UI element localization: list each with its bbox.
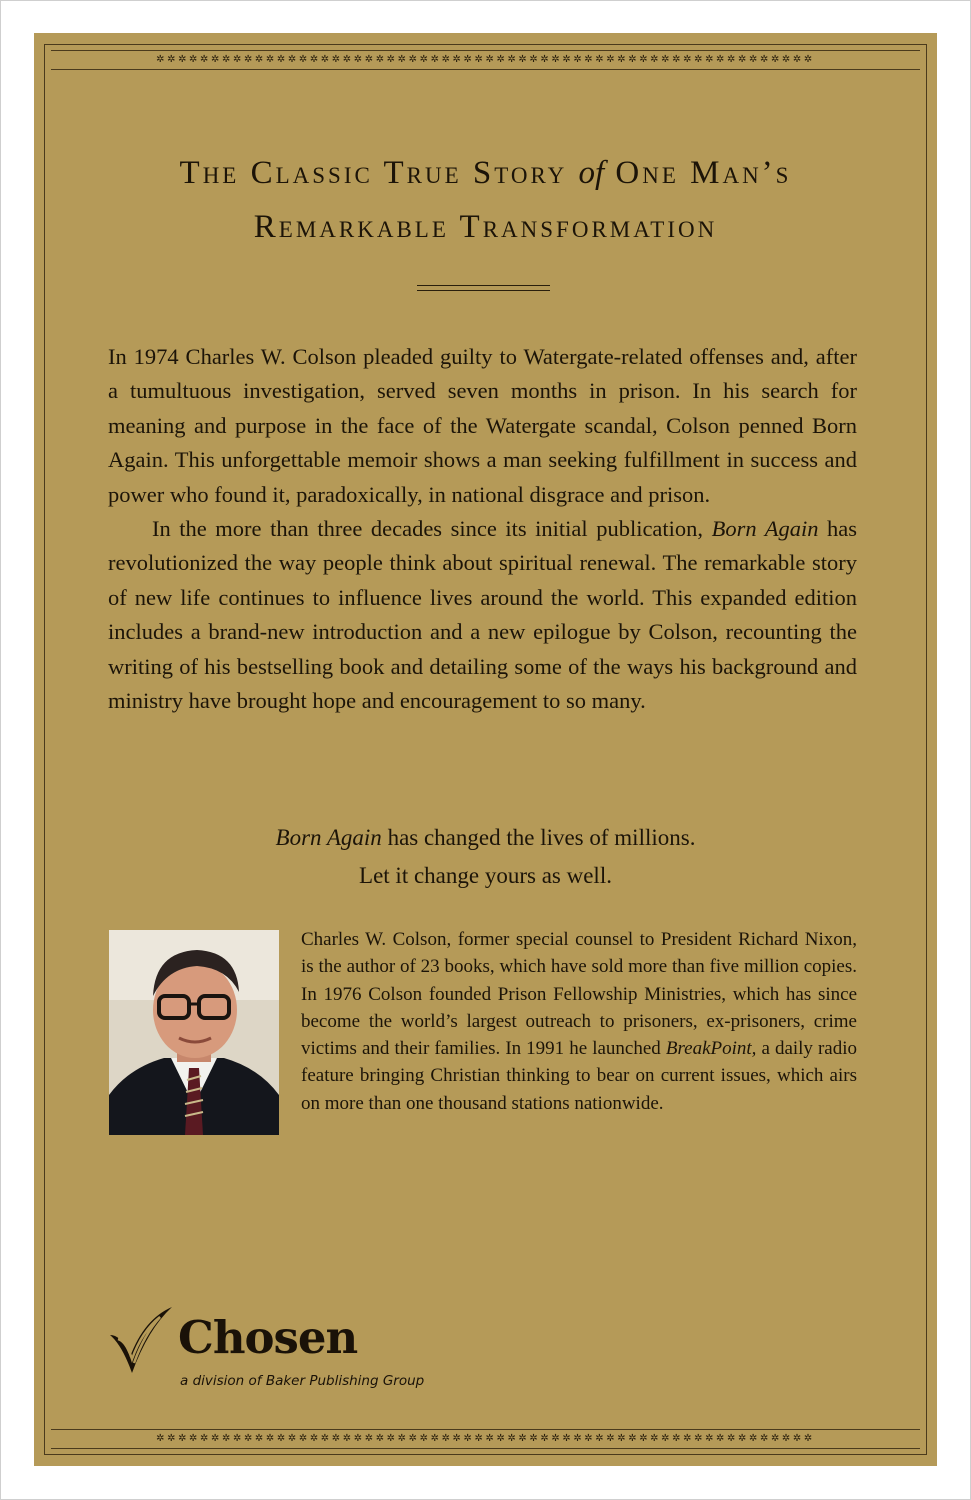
bio-paragraph — [301, 926, 857, 1117]
description-paragraph-2 — [108, 512, 857, 718]
quote-title: Born Again — [275, 825, 382, 850]
publisher-logo — [108, 1303, 428, 1403]
headline — [34, 146, 937, 254]
p2-prefix: In the more than three decades since its initial publication, — [152, 516, 704, 542]
bio-part-1: Charles W. Colson, former special counsel to President Richard Nixon, is the author of 23 books, which have sold more than five million copies. In 1976 Colson founded Prison Fellowship Ministries, which has since become the world’s largest outreach to prisoners, ex-prisoners, crime victims and their families. In 1991 he launched — [301, 929, 857, 1060]
bio-program: BreakPoint, — [665, 1038, 757, 1060]
pull-quote — [34, 819, 937, 895]
headline-line-2: Remarkable Transformation — [253, 209, 718, 245]
author-bio — [301, 926, 857, 1117]
inner-border — [44, 44, 927, 1455]
description — [108, 340, 857, 718]
bottom-ornament-border: ✲✲✲✲✲✲✲✲✲✲✲✲✲✲✲✲✲✲✲✲✲✲✲✲✲✲✲✲✲✲✲✲✲✲✲✲✲✲✲✲✲✲✲✲✲✲✲✲✲✲✲✲✲✲✲✲✲✲✲✲ — [51, 1429, 920, 1449]
quote-line-2: Let it change yours as well. — [359, 863, 612, 888]
headline-part-a: The Classic True Story — [179, 155, 568, 191]
publisher-name: Chosen — [178, 1311, 358, 1364]
headline-part-b: One Man’s — [615, 155, 792, 191]
top-ornament-border: ✲✲✲✲✲✲✲✲✲✲✲✲✲✲✲✲✲✲✲✲✲✲✲✲✲✲✲✲✲✲✲✲✲✲✲✲✲✲✲✲✲✲✲✲✲✲✲✲✲✲✲✲✲✲✲✲✲✲✲✲ — [51, 50, 920, 70]
double-rule-divider — [417, 285, 550, 291]
bio-part-2: a daily radio feature bringing Christian thinking to bear on current issues, which airs on more than one thousand stations nationwide. — [301, 1038, 858, 1114]
author-portrait-image — [109, 930, 279, 1135]
author-portrait — [109, 930, 279, 1135]
p2-title: Born Again — [711, 516, 819, 542]
headline-line-1 — [34, 146, 937, 200]
back-cover — [34, 33, 937, 1466]
quote-line-1 — [34, 819, 937, 857]
p2-rest: has revolutionized the way people think about spiritual renewal. The remarkable story of new life continues to influence lives around the world. This expanded edition includes a brand-new introduction and a new epilogue by Colson, recounting the writing of his bestselling book and detailing some of the ways his background and ministry have brought hope and encouragement to so many. — [108, 516, 858, 714]
quote-line-1-rest: has changed the lives of millions. — [387, 825, 696, 850]
headline-of: of — [578, 155, 605, 191]
description-paragraph-1: In 1974 Charles W. Colson pleaded guilty to Watergate-related offenses and, after a tumultuous investigation, served seven months in prison. In his search for meaning and purpose in the face of the Watergate scandal, Colson penned Born Again. This unforgettable memoir shows a man seeking fulfillment in success and power who found it, paradoxically, in national disgrace and prison. — [108, 344, 857, 507]
checkmark-logo-icon — [108, 1305, 174, 1375]
publisher-tagline: a division of Baker Publishing Group — [180, 1373, 425, 1389]
